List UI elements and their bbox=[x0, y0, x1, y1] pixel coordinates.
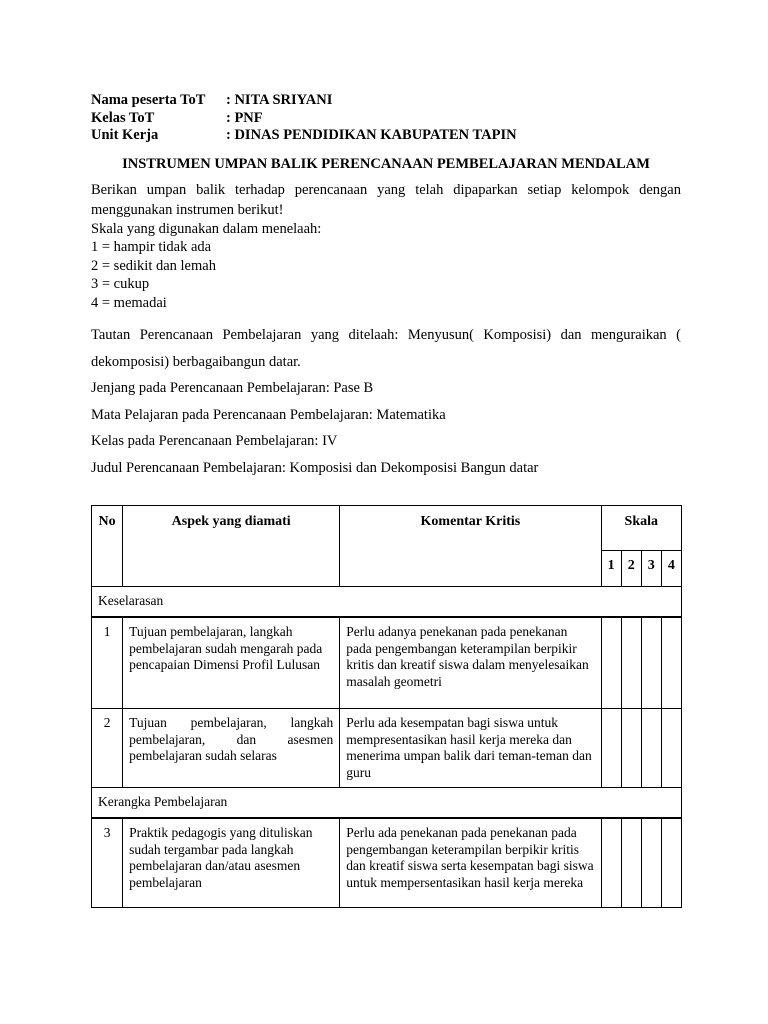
info-label: Unit Kerja bbox=[91, 127, 159, 143]
row-comment: Perlu adanya penekanan pada penekanan pada pengembangan keterampilan berpikir kritis dan kreatif siswa dalam menyelesaikan masalah geometri bbox=[340, 617, 601, 709]
header-aspek: Aspek yang diamati bbox=[123, 506, 340, 587]
info-value: : DINAS PENDIDIKAN KABUPATEN TAPIN bbox=[226, 127, 517, 143]
section-title: Kerangka Pembelajaran bbox=[92, 788, 682, 819]
row-number: 3 bbox=[92, 818, 123, 908]
scale-cell-3[interactable] bbox=[641, 818, 661, 908]
info-value: : PNF bbox=[226, 109, 263, 126]
header-skala: Skala bbox=[601, 506, 681, 551]
plan-kelas: Kelas pada Perencanaan Pembelajaran: IV bbox=[91, 433, 338, 449]
row-comment: Perlu ada penekanan pada penekanan pada pengembangan keterampilan berpikir kritis dan kreatif siswa serta kesempatan bagi siswa untuk mempersentasikan hasil kerja mereka bbox=[340, 818, 601, 908]
table-row bbox=[92, 617, 682, 709]
scale-cell-4[interactable] bbox=[661, 709, 681, 788]
info-label: Kelas ToT bbox=[91, 109, 155, 126]
feedback-table bbox=[91, 505, 682, 908]
plan-tautan: Tautan Perencanaan Pembelajaran yang ditelaah: Menyusun( Komposisi) dan menguraikan ( dekomposisi) berbagaibangun datar. bbox=[91, 327, 681, 370]
plan-judul: Judul Perencanaan Pembelajaran: Komposisi dan Dekomposisi Bangun datar bbox=[91, 459, 539, 476]
scale-cell-3[interactable] bbox=[641, 709, 661, 788]
table-row bbox=[92, 818, 682, 908]
row-number: 1 bbox=[92, 617, 123, 709]
scale-cell-4[interactable] bbox=[661, 617, 681, 709]
scale-col-4: 4 bbox=[661, 551, 681, 587]
scale-cell-1[interactable] bbox=[601, 709, 621, 788]
scale-item: 2 = sedikit dan lemah bbox=[91, 257, 216, 274]
row-aspect: Tujuan pembelajaran, langkah pembelajaran, dan asesmen pembelajaran sudah selaras bbox=[123, 709, 340, 788]
info-row-class bbox=[91, 110, 681, 128]
scale-cell-1[interactable] bbox=[601, 818, 621, 908]
table-row bbox=[92, 709, 682, 788]
plan-details bbox=[91, 322, 681, 481]
row-comment: Perlu ada kesempatan bagi siswa untuk mempresentasikan hasil kerja mereka dan menerima umpan balik dari teman-teman dan guru bbox=[340, 709, 601, 788]
document-title: INSTRUMEN UMPAN BALIK PERENCANAAN PEMBELAJARAN MENDALAM bbox=[122, 155, 650, 172]
info-value: : NITA SRIYANI bbox=[226, 92, 333, 108]
header-komentar: Komentar Kritis bbox=[340, 506, 601, 587]
row-aspect: Tujuan pembelajaran, langkah pembelajaran sudah mengarah pada pencapaian Dimensi Profil Lulusan bbox=[123, 617, 340, 709]
plan-jenjang: Jenjang pada Perencanaan Pembelajaran: Pase B bbox=[91, 380, 374, 396]
row-aspect: Praktik pedagogis yang dituliskan sudah tergambar pada langkah pembelajaran dan/atau asesmen pembelajaran bbox=[123, 818, 340, 908]
scale-cell-2[interactable] bbox=[621, 617, 641, 709]
participant-info bbox=[91, 92, 681, 145]
info-label: Nama peserta ToT bbox=[91, 92, 206, 108]
row-number: 2 bbox=[92, 709, 123, 788]
table-header-row bbox=[92, 506, 682, 551]
info-row-name bbox=[91, 92, 681, 110]
scale-cell-4[interactable] bbox=[661, 818, 681, 908]
document-page bbox=[91, 92, 681, 481]
scale-item: 1 = hampir tidak ada bbox=[91, 239, 212, 255]
scale-cell-3[interactable] bbox=[641, 617, 661, 709]
section-title: Keselarasan bbox=[92, 587, 682, 618]
section-row-kerangka bbox=[92, 788, 682, 819]
instructions: Berikan umpan balik terhadap perencanaan yang telah dipaparkan setiap kelompok dengan menggunakan instrumen berikut! bbox=[91, 181, 681, 218]
info-row-unit bbox=[91, 127, 681, 145]
plan-mapel: Mata Pelajaran pada Perencanaan Pembelajaran: Matematika bbox=[91, 406, 446, 423]
scale-item: 4 = memadai bbox=[91, 294, 167, 311]
header-no: No bbox=[92, 506, 123, 587]
section-row-keselarasan bbox=[92, 587, 682, 618]
scale-cell-2[interactable] bbox=[621, 709, 641, 788]
scale-cell-2[interactable] bbox=[621, 818, 641, 908]
scale-item: 3 = cukup bbox=[91, 276, 150, 292]
scale-intro: Skala yang digunakan dalam menelaah: bbox=[91, 220, 322, 237]
scale-legend bbox=[91, 220, 681, 313]
scale-cell-1[interactable] bbox=[601, 617, 621, 709]
scale-col-2: 2 bbox=[621, 551, 641, 587]
scale-col-1: 1 bbox=[601, 551, 621, 587]
scale-col-3: 3 bbox=[641, 551, 661, 587]
